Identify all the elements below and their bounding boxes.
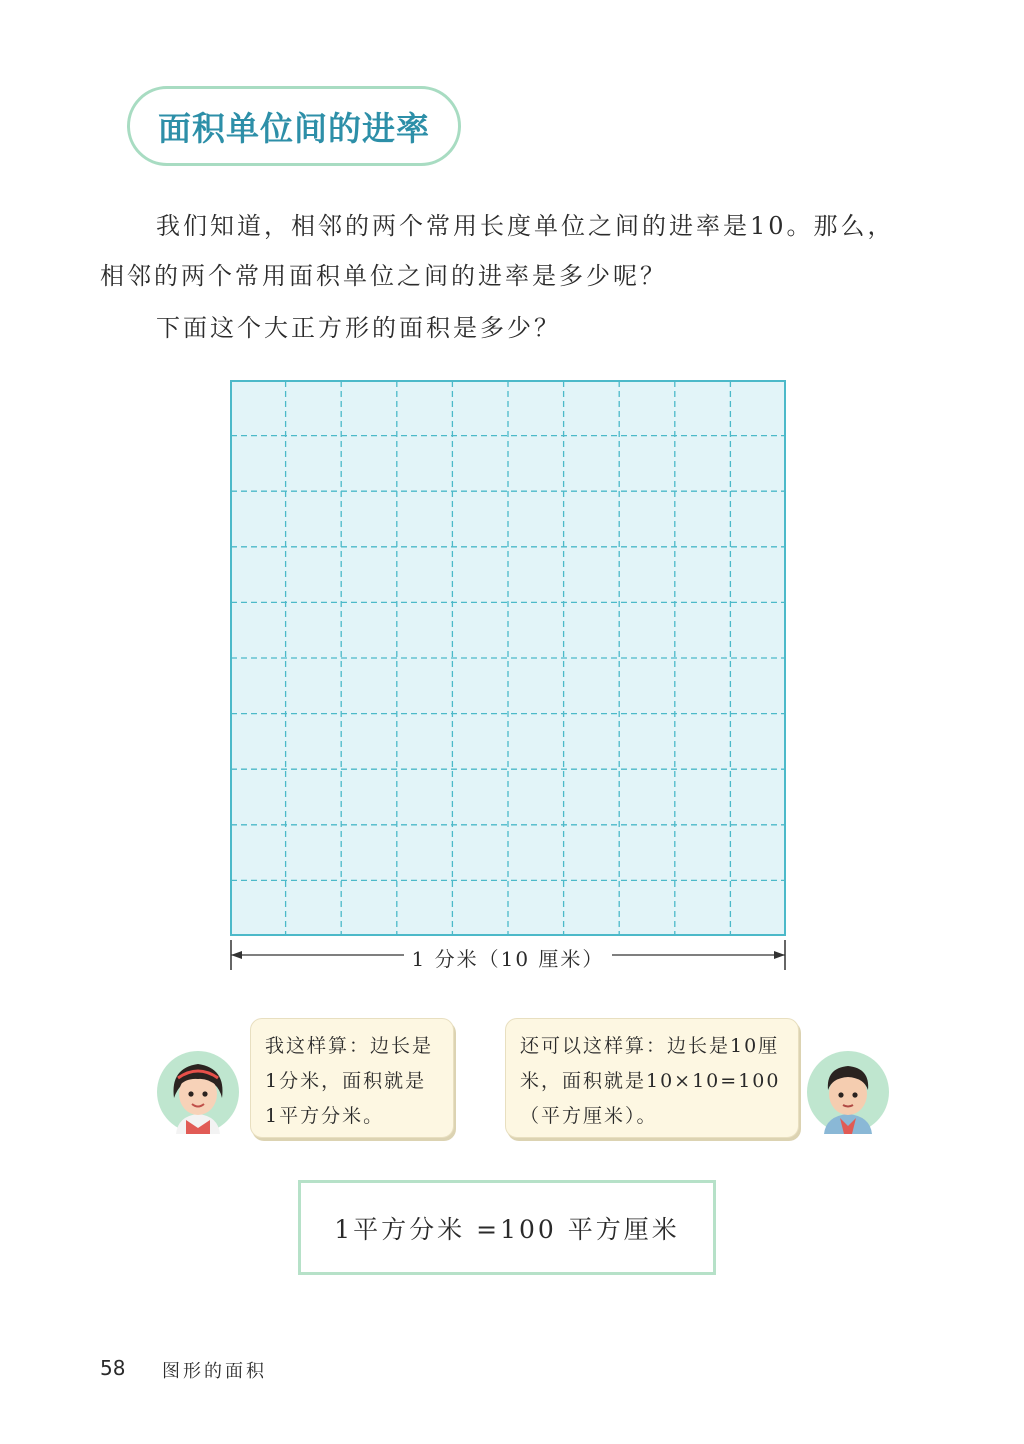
boy-speech-line-1: 还可以这样算：边长是10厘	[520, 1035, 780, 1057]
girl-avatar-icon	[156, 1050, 240, 1134]
chapter-title: 图形的面积	[162, 1361, 267, 1382]
page-number: 58	[100, 1356, 126, 1380]
paragraph-1-line-1: 我们知道，相邻的两个常用长度单位之间的进率是10。那么，	[156, 212, 895, 240]
section-title-box	[127, 86, 461, 166]
boy-speech-bubble	[505, 1018, 799, 1138]
boy-speech-line-3: （平方厘米）。	[520, 1105, 658, 1127]
dimension-label-wrap	[230, 943, 786, 972]
section-title: 面积单位间的进率	[158, 108, 430, 148]
grid-svg	[230, 380, 786, 936]
square-grid	[230, 380, 786, 940]
paragraph-2: 下面这个大正方形的面积是多少？	[156, 314, 561, 342]
boy-avatar-icon	[806, 1050, 890, 1134]
paragraph-1-line-2: 相邻的两个常用面积单位之间的进率是多少呢？	[100, 262, 667, 290]
conclusion-formula: 1平方分米 =100 平方厘米	[334, 1214, 680, 1244]
girl-speech-bubble	[250, 1018, 454, 1138]
girl-speech-line-2: 1分米，面积就是	[265, 1070, 427, 1092]
conclusion-box	[298, 1180, 716, 1275]
girl-speech-line-3: 1平方分米。	[265, 1105, 385, 1127]
boy-speech-line-2: 米，面积就是10×10=100	[520, 1070, 781, 1092]
girl-speech-line-1: 我这样算：边长是	[265, 1035, 434, 1057]
dimension-label: 1 分米（10 厘米）	[404, 947, 613, 971]
